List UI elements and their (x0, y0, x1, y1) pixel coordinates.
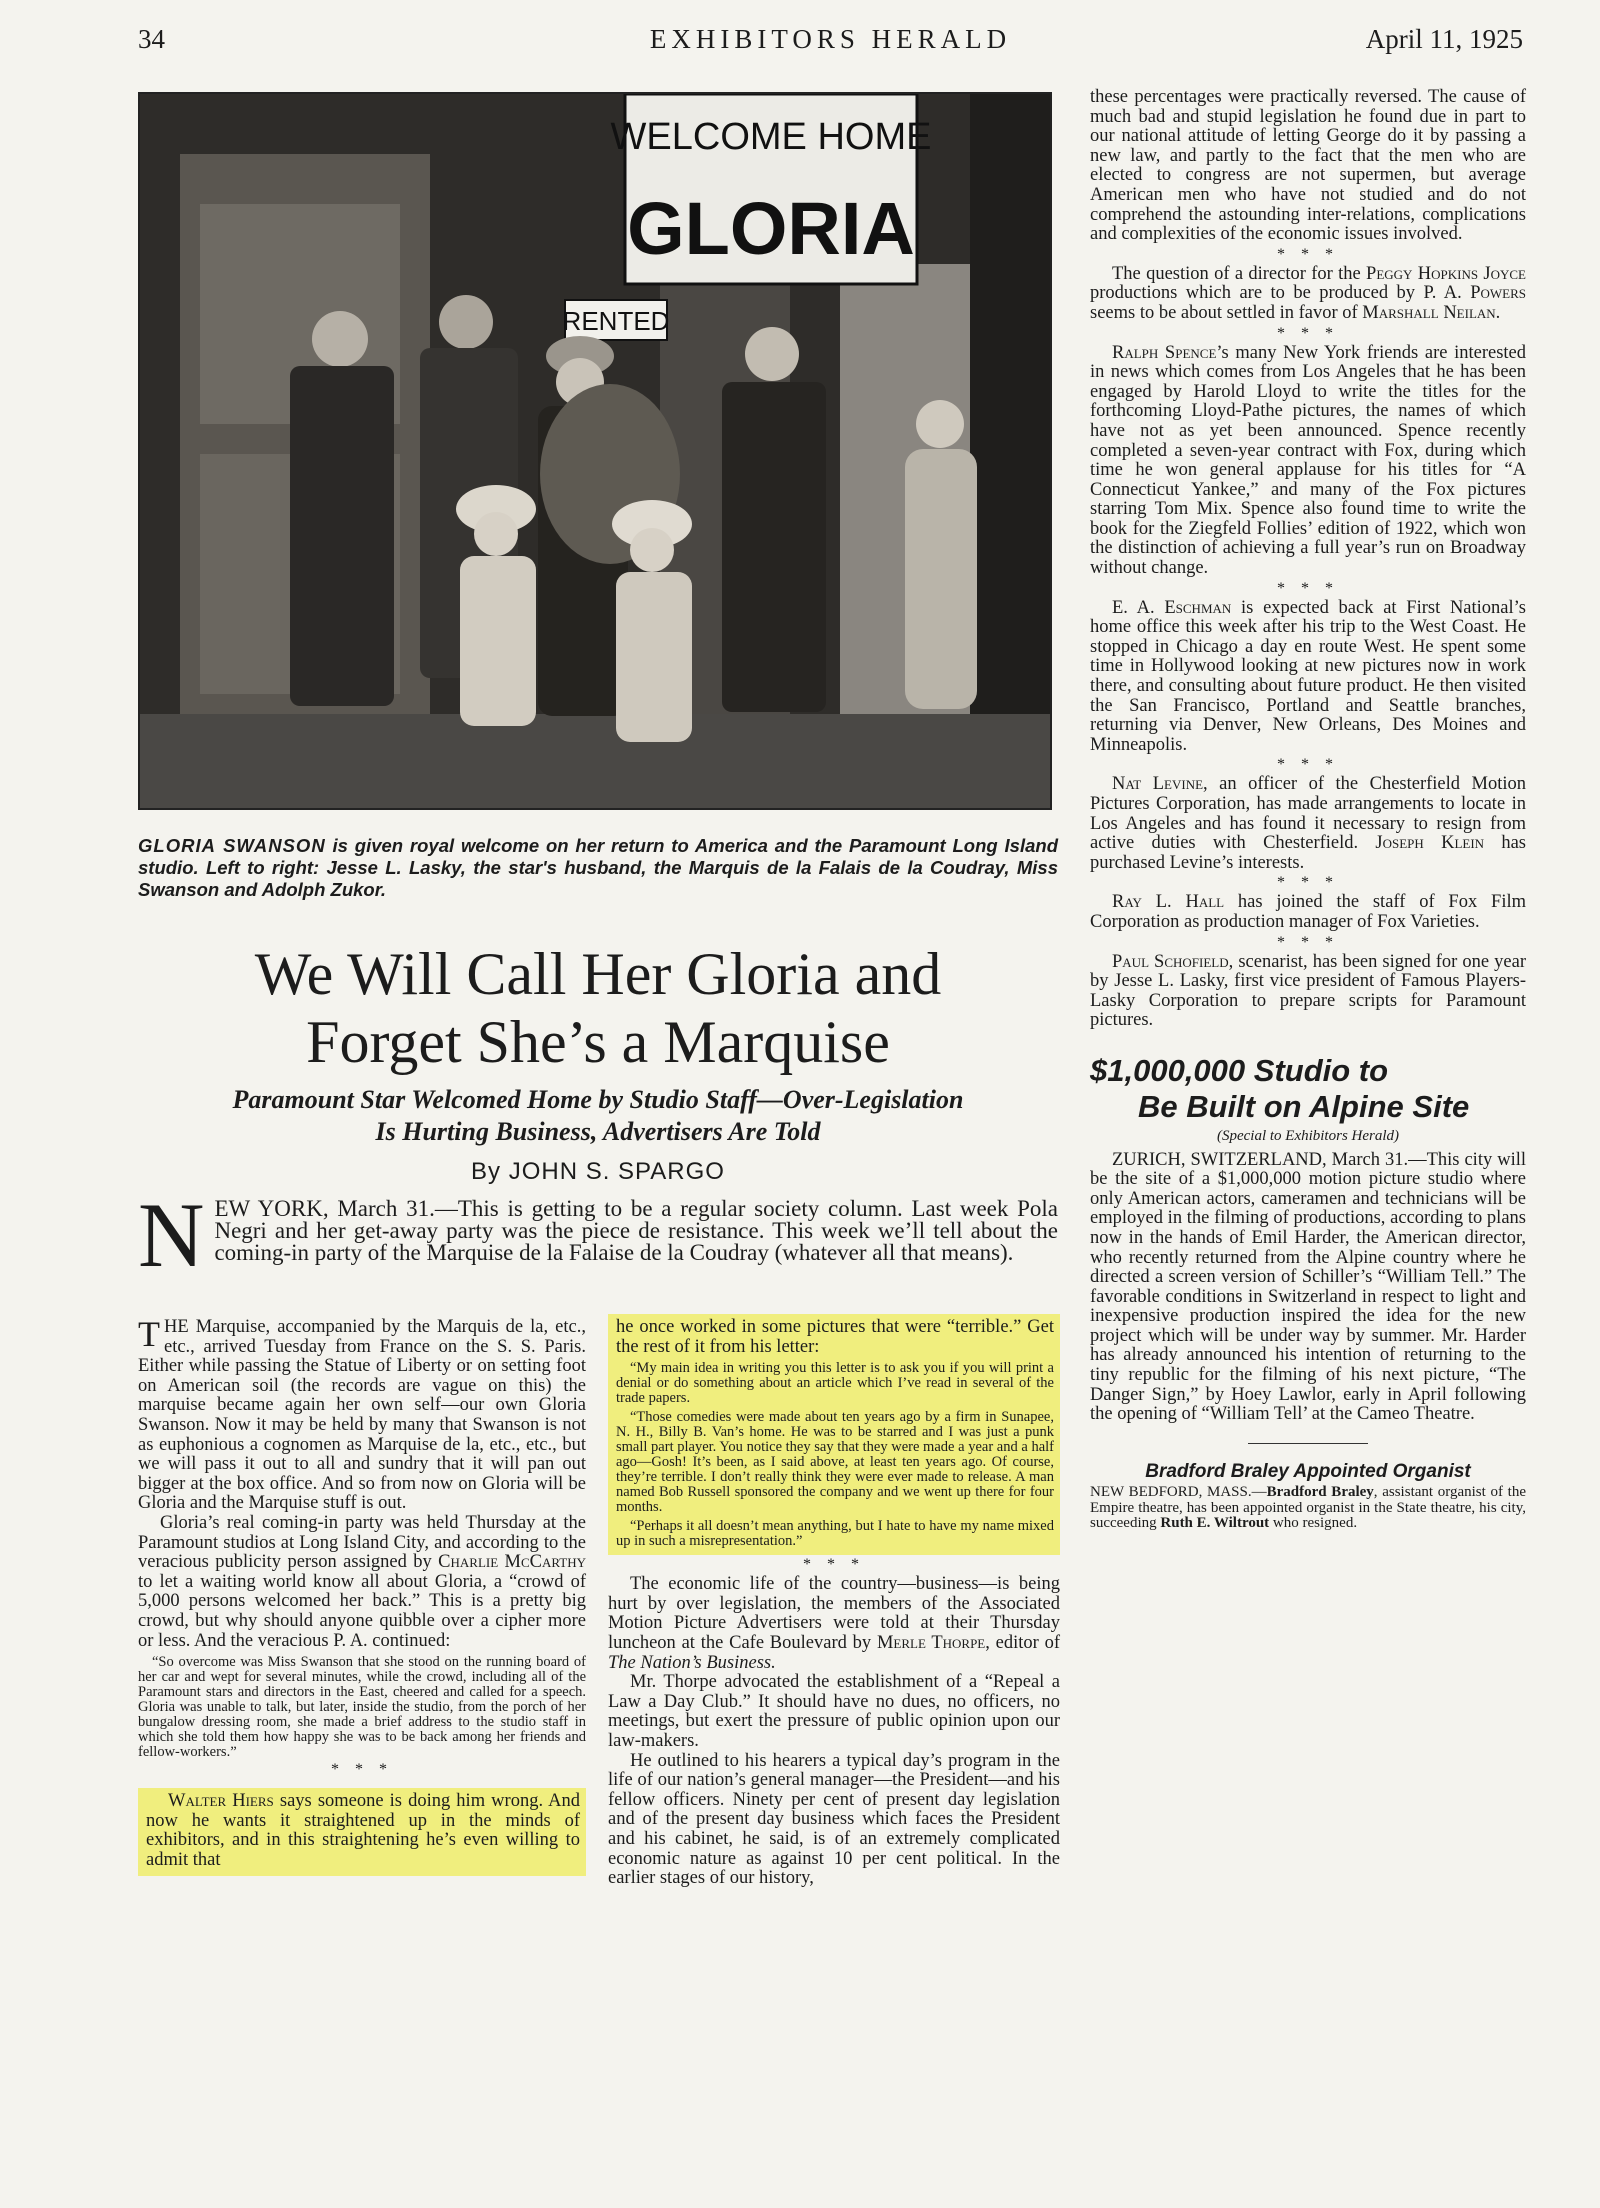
col3-p4-name: E. A. Eschman (1112, 597, 1232, 618)
column-3 (1090, 88, 1526, 1532)
divider-rule (1248, 1443, 1368, 1444)
col1-paragraph-1 (138, 1314, 586, 1514)
col3-paragraph-6 (1090, 893, 1526, 932)
col3-p7-name: Paul Schofield (1112, 951, 1229, 972)
organist-name-2: Ruth E. Wiltrout (1160, 1515, 1270, 1532)
photo-illustration (140, 94, 1050, 808)
col1-quote: “So overcome was Miss Swanson that she stood on the running board of her car and wept for several minutes, while the crowd, including all of the Paramount stars and directors in the East, cheered and called for a speech. Gloria was unable to talk, but later, inside the studio, from the porch of her bungalow dressing room, she made a brief address to the studio staff in which she told them how happy she was to be back among her friends and fellow-workers.” (138, 1654, 586, 1761)
col3-p7-text: , scenarist, has been signed for one year by Jesse L. Lasky, first vice president of Famous Players-Lasky Corporation to prepare scripts for Paramount pictures. (1090, 951, 1526, 1031)
section-divider: * * * (1277, 756, 1339, 774)
issue-date: April 11, 1925 (1365, 24, 1523, 54)
organist-text: , assistant organist of the Empire theatre, has been appointed organist in the State theatre, his city, succeeding (1090, 1484, 1526, 1532)
figure-child-right (612, 500, 692, 742)
organist-body (1090, 1485, 1526, 1532)
col1-paragraph-2 (138, 1514, 586, 1651)
section-divider: * * * (1277, 579, 1339, 597)
col3-paragraph-2 (1090, 265, 1526, 324)
col2-p1-text-b: , editor of (985, 1632, 1060, 1653)
col2-letter-quote-1: “My main idea in writing you this letter is to ask you if you will print a denial or do something about an article which I’ve read in several of the trade papers. (616, 1360, 1054, 1407)
col3-p3-text: ’s many New York friends are interested in news which comes from Los Angeles that he has been engaged by Harold Lloyd to write the titles for the forthcoming Lloyd-Pathe pictures, the names of which have not as yet been announced. Spence recently completed a seven-year contract with Fox, during which time he won general applause for his titles for “A Connecticut Yankee,” and many of the Fox pictures starring Tom Mix. Spence also found time to write the book for the Ziegfeld Follies’ edition of 1922, which won the distinction of achieving a full year’s run on Broadway without change. (1090, 342, 1526, 579)
col2-paragraph-3: He outlined to his hearers a typical day’s program in the life of our nation’s general manager—the President—and his fellow officers. Ninety per cent of present day legislation and of the present day business which faces the President and his cabinet, he said, is of an extremely complicated economic nature as against 10 per cent political. In the earlier stages of our history, (608, 1750, 1060, 1889)
figure-child-left (456, 485, 536, 726)
alpine-headline (1090, 1053, 1526, 1125)
col2-p1-name: Merle Thorpe (876, 1632, 986, 1653)
col3-p2-text-a: The question of a director for the (1112, 263, 1367, 284)
drop-cap: N (138, 1184, 205, 1286)
col2-letter-quote-3: “Perhaps it all doesn’t mean anything, but I hate to have my name mixed up in such a misrepresentation.” (616, 1518, 1054, 1550)
col3-paragraph-1: these percentages were practically reversed. The cause of much bad and stupid legislation he found due in part to our national attitude of letting George do it by passing a new law, and partly to the fact that the men who are elected to congress are not supermen, but average American men who have not studied and do not comprehend the astounding inter-relations, complications and complexities of the economic issues involved. (1090, 87, 1526, 245)
col2-p1-text-a: The economic life of the country—business—is being hurt by over legislation, the members of the Associated Motion Picture Advertisers were told at their Thursday luncheon at the Cafe Boulevard by (608, 1574, 1060, 1653)
col3-paragraph-7 (1090, 953, 1526, 1031)
alpine-headline-line-2: Be Built on Alpine Site (1138, 1088, 1470, 1124)
page-header (138, 18, 1523, 58)
article-subhead (138, 1084, 1058, 1148)
col2-hiers-continued: he once worked in some pictures that were “terrible.” Get the rest of it from his letter: (616, 1317, 1054, 1357)
lede-paragraph (138, 1184, 1058, 1286)
sign-text-1: WELCOME HOME (610, 116, 932, 158)
section-divider: * * * (1277, 933, 1339, 951)
column-1 (138, 1314, 587, 1876)
figure-zukor (722, 327, 826, 712)
col3-paragraph-5 (1090, 775, 1526, 873)
col3-p2-text-c: seems to be about settled in favor of (1090, 302, 1363, 323)
alpine-body: ZURICH, SWITZERLAND, March 31.—This city will be the site of a $1,000,000 motion picture studio where only American actors, cameramen and technicians will be employed in the filming of productions, according to plans now in the hands of Emil Harder, the American director, who recently returned from the Alpine country where he directed a screen version of Schiller’s “William Tell.” The favorable conditions in Switzerland in respect to light and inexpensive production inspired the idea for the new project which will be under way by summer. Mr. Harder has already announced his intention of returning to the tiny republic for the filming of his next picture, “The Danger Sign,” by Hoey Lawlor, early in April following the opening of “William Tell’ at the Cameo Theatre. (1090, 1149, 1526, 1425)
col1-initial: T (138, 1314, 160, 1354)
column-2 (608, 1314, 1060, 1889)
col2-paragraph-1 (608, 1575, 1060, 1673)
section-divider: * * * (331, 1761, 393, 1779)
subhead-line-1: Paramount Star Welcomed Home by Studio Staff—Over-Legislation (232, 1085, 964, 1114)
organist-headline: Bradford Braley Appointed Organist (1145, 1460, 1471, 1482)
col3-p2-text-b: productions which are to be produced by P. A. (1090, 283, 1471, 304)
section-divider: * * * (1277, 324, 1339, 342)
col3-p6-text: has joined the staff of Fox Film Corporation as production manager of Fox Varieties. (1090, 892, 1526, 932)
subhead-line-2: Is Hurting Business, Advertisers Are Told (375, 1117, 821, 1146)
col3-p5-text-a: , an officer of the Chesterfield Motion Pictures Corporation, has made arrangements to locate in Los Angeles and has found it necessary to resign from active duties with Chesterfield. (1090, 774, 1526, 854)
col2-p1-publication: The Nation’s Business. (608, 1652, 776, 1673)
col1-p2-name: Charlie McCarthy (438, 1552, 587, 1573)
col1-hiers-name: Walter Hiers (168, 1791, 274, 1812)
organist-name: Bradford Braley (1266, 1484, 1374, 1501)
col1-paragraph-1-text: HE Marquise, accompanied by the Marquis de la, etc., etc., arrived Tuesday from France on the S. S. Paris. Either while passing the Statue of Liberty or on setting foot on American soil (the records are vague on this) the marquise became again her own self—our own Gloria Swanson. Now it may be held by many that Swanson is not as euphonious a cognomen as Marquise de la, etc., etc., but we will pass it out to all and sundry that it will pan out bigger at the box office. And so from now on Gloria will be Gloria and the Marquise stuff is out. (138, 1317, 586, 1514)
section-divider: * * * (803, 1556, 865, 1574)
col3-paragraph-4 (1090, 599, 1526, 756)
col3-p2-name-3: Marshall Neilan. (1362, 302, 1501, 323)
col1-hiers-text: says someone is doing him wrong. And now he wants it straightened up in the minds of exhibitors, and in this straightening he’s even willing to admit that (146, 1791, 580, 1870)
organist-tail: who resigned. (1269, 1515, 1358, 1532)
section-divider: * * * (1277, 245, 1339, 263)
sign-text-2: GLORIA (627, 187, 915, 270)
col2-paragraph-2: Mr. Thorpe advocated the establishment of a “Repeal a Law a Day Club.” It should have no dues, no officers, no meetings, but exert the pressure of public opinion upon our law-makers. (608, 1672, 1060, 1751)
byline: By JOHN S. SPARGO (471, 1158, 725, 1185)
rented-sign-text: RENTED (562, 306, 670, 336)
photo-caption (138, 835, 1058, 901)
section-divider: * * * (1277, 874, 1339, 892)
col2-letter-quote-2: “Those comedies were made about ten years ago by a firm in Sunapee, N. H., Billy B. Van’s home. He was to be starred and I was just a punk small part player. You notice they say that they were made a year and a half ago—Gosh! It’s been, as I said above, at least ten years ago. Of course, they’re terrible. I don’t really think they were ever made to release. A man named Bob Russell sponsored the company and we went up there for four months. (616, 1409, 1054, 1516)
hiers-highlight-1 (138, 1788, 586, 1876)
col1-hiers-paragraph (146, 1792, 580, 1870)
caption-lead: GLORIA SWANSON (138, 835, 326, 856)
figure-lasky (290, 311, 394, 706)
welcome-photo (138, 92, 1052, 810)
alpine-special-note: (Special to Exhibitors Herald) (1216, 1127, 1400, 1144)
organist-lead: NEW BEDFORD, MASS.— (1090, 1484, 1267, 1501)
col3-p5-name: Nat Levine (1112, 774, 1204, 795)
article-headline (138, 940, 1058, 1076)
headline-line-1: We Will Call Her Gloria and (254, 941, 942, 1007)
col3-p2-name-1: Peggy Hopkins Joyce (1366, 263, 1526, 284)
lede-text: EW YORK, March 31.—This is getting to be a regular society column. Last week Pola Negri and her get-away party was the piece de resistance. This week we’ll tell about the coming-in party of the Marquise de la Falaise de la Coudray (whatever all that means). (214, 1196, 1058, 1265)
hiers-highlight-2 (608, 1314, 1060, 1555)
masthead: EXHIBITORS HERALD (649, 24, 1012, 54)
col3-p5-name-2: Joseph Klein (1375, 833, 1485, 854)
col3-p5-text-b: has purchased Levine’s interests. (1090, 833, 1526, 873)
caption-text: is given royal welcome on her return to America and the Paramount Long Island studio. Left to right: Jesse L. Lasky, the star's husband, the Marquis de la Falais de la Coudray, Miss Swanson and Adolph Zukor. (138, 835, 1058, 900)
col3-p2-name-2: Powers (1470, 283, 1526, 304)
alpine-headline-line-1: $1,000,000 Studio to (1090, 1052, 1389, 1088)
col1-p2-text-a: Gloria’s real coming-in party was held Thursday at the Paramount studios at Long Island City, and according to the veracious publicity person assigned by (138, 1512, 586, 1573)
col1-p2-text-b: to let a waiting world know all about Gloria, a “crowd of 5,000 persons welcomed her back.” This is a pretty big crowd, but why should anyone quibble over a cipher more or less. And the veracious P. A. continued: (138, 1571, 586, 1651)
col3-p6-name: Ray L. Hall (1112, 892, 1225, 913)
col3-p3-name: Ralph Spence (1112, 342, 1217, 363)
col3-p4-text: is expected back at First National’s home office this week after his trip to the West Coast. He stopped in Chicago a day en route West. He spent some time in Hollywood looking at new pictures now in work there, and consulting about future product. He then visited the San Francisco, Portland and Seattle branches, returning via Denver, New Orleans, Des Moines and Minneapolis. (1090, 597, 1526, 755)
col3-paragraph-3 (1090, 344, 1526, 579)
headline-line-2: Forget She’s a Marquise (306, 1009, 890, 1075)
page-number: 34 (138, 24, 165, 54)
